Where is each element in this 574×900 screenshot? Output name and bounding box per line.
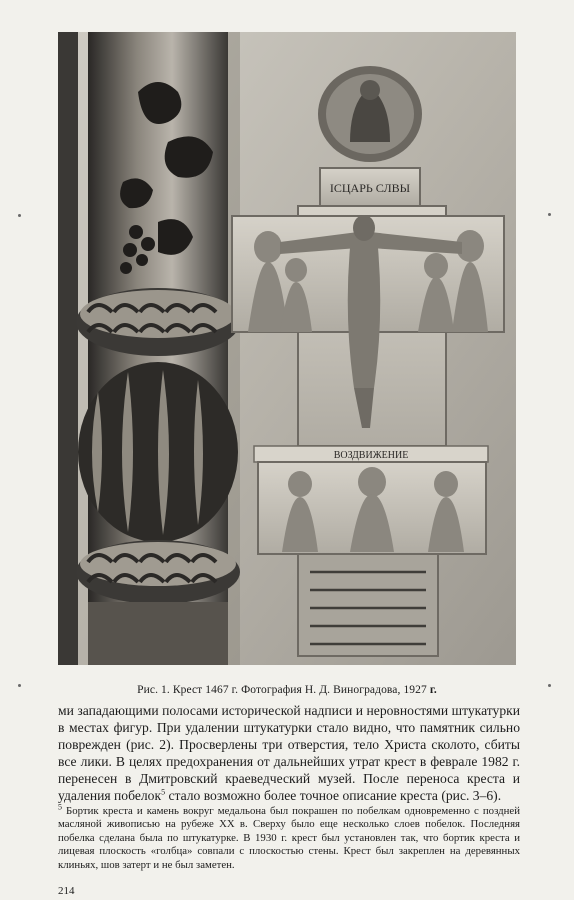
- footnote-marker: 5: [58, 802, 62, 812]
- body-paragraph: [58, 702, 520, 804]
- scan-speck: [548, 213, 551, 216]
- figure-photo-cross-1467: [58, 32, 516, 665]
- caption-text: Крест 1467 г. Фотография Н. Д. Виноградова, 1927: [172, 684, 430, 696]
- page-number: 214: [58, 885, 75, 897]
- cross-inscription-top: ІСЦАРЬ СЛВЫ: [329, 181, 411, 195]
- scan-speck: [18, 214, 21, 217]
- paragraph-text-after: стало возможно более точное описание креста (рис. 3–6).: [165, 788, 502, 803]
- footnote-reference[interactable]: 5: [161, 787, 166, 797]
- scan-speck: [18, 684, 21, 687]
- caption-label: Рис. 1.: [137, 684, 170, 696]
- figure-caption: [58, 684, 516, 696]
- caption-last: г.: [429, 684, 437, 696]
- photo-illustration: [58, 32, 516, 665]
- scan-speck: [548, 684, 551, 687]
- footnote-text: Бортик креста и камень вокруг медальона был покрашен по побелкам одновременно с поздней масляной живописью на рубеже XX в. Сверху было еще несколько слоев побелок. Последняя побелка сделана была по штукатурке. В 1930 г. крест был установлен так, что бортик креста и лицевая плоскость «голбца» совпали с плоскостью стены. Крест был закреплен на деревянных клиньях, шов затерт и не был заметен.: [58, 805, 520, 871]
- paragraph-text-before: ми западающими полосами исторической надписи и неровностями штукатурки в местах фигур. При удалении штукатурки стало видно, что памятник сильно поврежден (рис. 2). Просверлены три отверстия, тело Христа сколото, сбиты все лики. В целях предохранения от дальнейших утрат крест в феврале 1982 г. перенесен в Дмитровский краеведческий музей. После переноса креста и удаления побелок: [58, 703, 520, 803]
- cross-inscription-bar: ВОЗДВИЖЕНИЕ: [333, 450, 409, 461]
- footnote: [58, 802, 520, 872]
